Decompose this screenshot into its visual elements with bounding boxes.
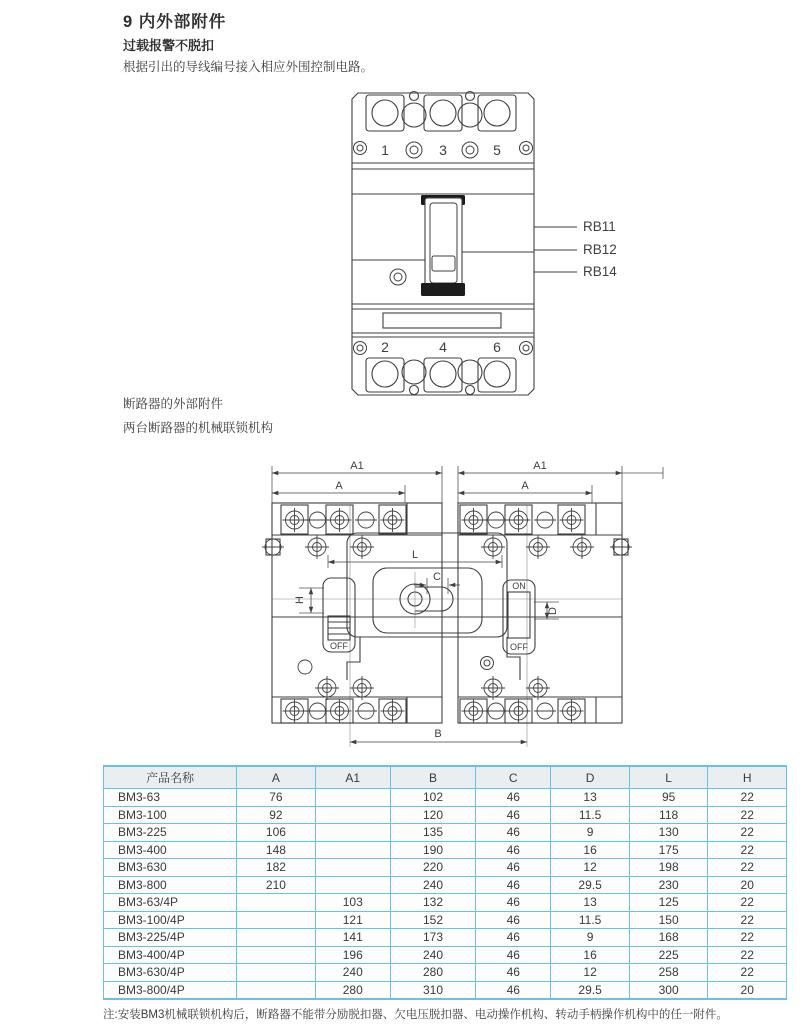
table-row — [104, 789, 787, 807]
value-cell: 220 — [390, 859, 475, 877]
value-cell — [315, 806, 390, 824]
value-cell: 22 — [708, 789, 787, 807]
table-row — [104, 806, 787, 824]
value-cell: 106 — [237, 824, 316, 842]
terminal-number: 2 — [381, 339, 389, 355]
value-cell — [315, 824, 390, 842]
page-title: 9 内外部附件 — [123, 13, 227, 31]
value-cell: 46 — [476, 946, 551, 964]
value-cell: 103 — [315, 894, 390, 912]
value-cell: 258 — [629, 964, 708, 982]
product-name-cell: BM3-400/4P — [104, 946, 237, 964]
terminal-number: 6 — [493, 339, 501, 355]
value-cell: 13 — [551, 894, 630, 912]
value-cell: 125 — [629, 894, 708, 912]
table-header-cell: D — [551, 766, 630, 789]
value-cell: 46 — [476, 964, 551, 982]
value-cell: 150 — [629, 911, 708, 929]
dimension-labels — [294, 460, 559, 740]
terminal-number: 4 — [439, 339, 447, 355]
value-cell: 102 — [390, 789, 475, 807]
value-cell: 141 — [315, 929, 390, 947]
terminal-screws — [262, 508, 632, 723]
value-cell: 22 — [708, 859, 787, 877]
value-cell: 22 — [708, 894, 787, 912]
breaker-diagram — [345, 86, 645, 398]
product-name-cell: BM3-630/4P — [104, 964, 237, 982]
product-name-cell: BM3-100 — [104, 806, 237, 824]
value-cell: 121 — [315, 911, 390, 929]
table-header-cell: B — [390, 766, 475, 789]
value-cell: 12 — [551, 859, 630, 877]
dim-label-b: B — [434, 728, 442, 740]
wire-label: RB14 — [583, 264, 617, 279]
value-cell: 20 — [708, 876, 787, 894]
value-cell: 46 — [476, 806, 551, 824]
value-cell: 300 — [629, 981, 708, 999]
table-row — [104, 876, 787, 894]
table-row — [104, 824, 787, 842]
value-cell: 120 — [390, 806, 475, 824]
value-cell — [315, 859, 390, 877]
value-cell — [315, 789, 390, 807]
value-cell: 173 — [390, 929, 475, 947]
product-name-cell: BM3-100/4P — [104, 911, 237, 929]
product-name-cell: BM3-400 — [104, 841, 237, 859]
table-header-cell: 产品名称 — [104, 766, 237, 789]
dimension-extensions — [272, 466, 663, 619]
value-cell: 198 — [629, 859, 708, 877]
value-cell: 46 — [476, 789, 551, 807]
product-name-cell: BM3-630 — [104, 859, 237, 877]
value-cell: 22 — [708, 964, 787, 982]
value-cell: 225 — [629, 946, 708, 964]
terminal-number: 5 — [493, 142, 501, 158]
value-cell — [237, 911, 316, 929]
value-cell: 20 — [708, 981, 787, 999]
value-cell: 29.5 — [551, 981, 630, 999]
value-cell: 22 — [708, 929, 787, 947]
value-cell: 46 — [476, 929, 551, 947]
handle-off-label-right: OFF — [510, 642, 528, 652]
dim-label-a1-right: A1 — [533, 460, 547, 472]
wire-label: RB12 — [583, 242, 617, 257]
dim-label-l: L — [411, 549, 419, 561]
spec-table-body — [104, 789, 787, 1000]
value-cell: 46 — [476, 824, 551, 842]
value-cell: 240 — [390, 946, 475, 964]
spec-table-head-row — [104, 766, 787, 789]
terminal-number: 3 — [439, 142, 447, 158]
value-cell: 22 — [708, 911, 787, 929]
value-cell: 310 — [390, 981, 475, 999]
table-header-cell: A — [237, 766, 316, 789]
dim-label-a-left: A — [335, 480, 343, 492]
value-cell: 175 — [629, 841, 708, 859]
dim-label-a-right: A — [521, 480, 529, 492]
table-header-cell: A1 — [315, 766, 390, 789]
table-row — [104, 859, 787, 877]
spec-table — [103, 765, 787, 1000]
value-cell: 22 — [708, 946, 787, 964]
value-cell: 11.5 — [551, 911, 630, 929]
value-cell: 46 — [476, 876, 551, 894]
value-cell: 16 — [551, 841, 630, 859]
value-cell — [315, 876, 390, 894]
value-cell: 22 — [708, 841, 787, 859]
value-cell: 196 — [315, 946, 390, 964]
value-cell — [237, 946, 316, 964]
product-name-cell: BM3-225/4P — [104, 929, 237, 947]
toggle-handle — [421, 195, 465, 296]
table-row — [104, 911, 787, 929]
value-cell: 29.5 — [551, 876, 630, 894]
value-cell: 280 — [315, 981, 390, 999]
value-cell — [237, 894, 316, 912]
value-cell: 46 — [476, 841, 551, 859]
wire-leader-lines — [534, 227, 577, 272]
value-cell: 46 — [476, 981, 551, 999]
footnote: 注:安装BM3机械联锁机构后，断路器不能带分励脱扣器、欠电压脱扣器、电动操作机构、转动手柄操作机构中的任一附件。 — [103, 1009, 728, 1021]
value-cell: 46 — [476, 894, 551, 912]
terminal-number: 1 — [381, 142, 389, 158]
value-cell — [237, 929, 316, 947]
table-row — [104, 894, 787, 912]
value-cell: 9 — [551, 929, 630, 947]
table-header-cell: C — [476, 766, 551, 789]
handle-on-label-right: ON — [512, 581, 526, 591]
table-row — [104, 981, 787, 999]
value-cell: 46 — [476, 911, 551, 929]
value-cell: 95 — [629, 789, 708, 807]
dim-label-a1-left: A1 — [350, 460, 364, 472]
table-row — [104, 929, 787, 947]
value-cell: 22 — [708, 806, 787, 824]
dim-label-h: H — [294, 596, 306, 604]
wire-label: RB11 — [583, 219, 616, 234]
dim-label-c: C — [433, 571, 441, 583]
value-cell — [237, 981, 316, 999]
value-cell: 240 — [315, 964, 390, 982]
intro-text: 根据引出的导线编号接入相应外围控制电路。 — [123, 60, 374, 74]
value-cell: 190 — [390, 841, 475, 859]
product-name-cell: BM3-63/4P — [104, 894, 237, 912]
value-cell: 230 — [629, 876, 708, 894]
value-cell: 148 — [237, 841, 316, 859]
value-cell: 182 — [237, 859, 316, 877]
table-row — [104, 964, 787, 982]
value-cell: 130 — [629, 824, 708, 842]
handle-off-label-left: OFF — [330, 641, 348, 651]
value-cell: 9 — [551, 824, 630, 842]
table-header-cell: H — [708, 766, 787, 789]
value-cell: 11.5 — [551, 806, 630, 824]
dim-label-d: D — [547, 607, 559, 615]
value-cell: 16 — [551, 946, 630, 964]
product-name-cell: BM3-63 — [104, 789, 237, 807]
value-cell — [315, 841, 390, 859]
value-cell: 152 — [390, 911, 475, 929]
value-cell: 168 — [629, 929, 708, 947]
value-cell: 240 — [390, 876, 475, 894]
section-subtitle: 过载报警不脱扣 — [123, 38, 215, 53]
value-cell: 12 — [551, 964, 630, 982]
caption-interlock: 两台断路器的机械联锁机构 — [123, 421, 274, 435]
value-cell: 118 — [629, 806, 708, 824]
value-cell: 135 — [390, 824, 475, 842]
product-name-cell: BM3-225 — [104, 824, 237, 842]
product-name-cell: BM3-800/4P — [104, 981, 237, 999]
table-row — [104, 946, 787, 964]
value-cell: 76 — [237, 789, 316, 807]
value-cell: 22 — [708, 824, 787, 842]
table-row — [104, 841, 787, 859]
dimension-lines — [272, 473, 622, 742]
table-header-cell: L — [629, 766, 708, 789]
caption-external-accessories: 断路器的外部附件 — [123, 397, 224, 411]
value-cell: 280 — [390, 964, 475, 982]
value-cell — [237, 964, 316, 982]
value-cell: 46 — [476, 859, 551, 877]
product-name-cell: BM3-800 — [104, 876, 237, 894]
value-cell: 210 — [237, 876, 316, 894]
value-cell: 13 — [551, 789, 630, 807]
interlock-diagram — [262, 452, 672, 754]
value-cell: 132 — [390, 894, 475, 912]
value-cell: 92 — [237, 806, 316, 824]
wire-labels — [583, 219, 617, 279]
handle-slots — [323, 578, 535, 654]
